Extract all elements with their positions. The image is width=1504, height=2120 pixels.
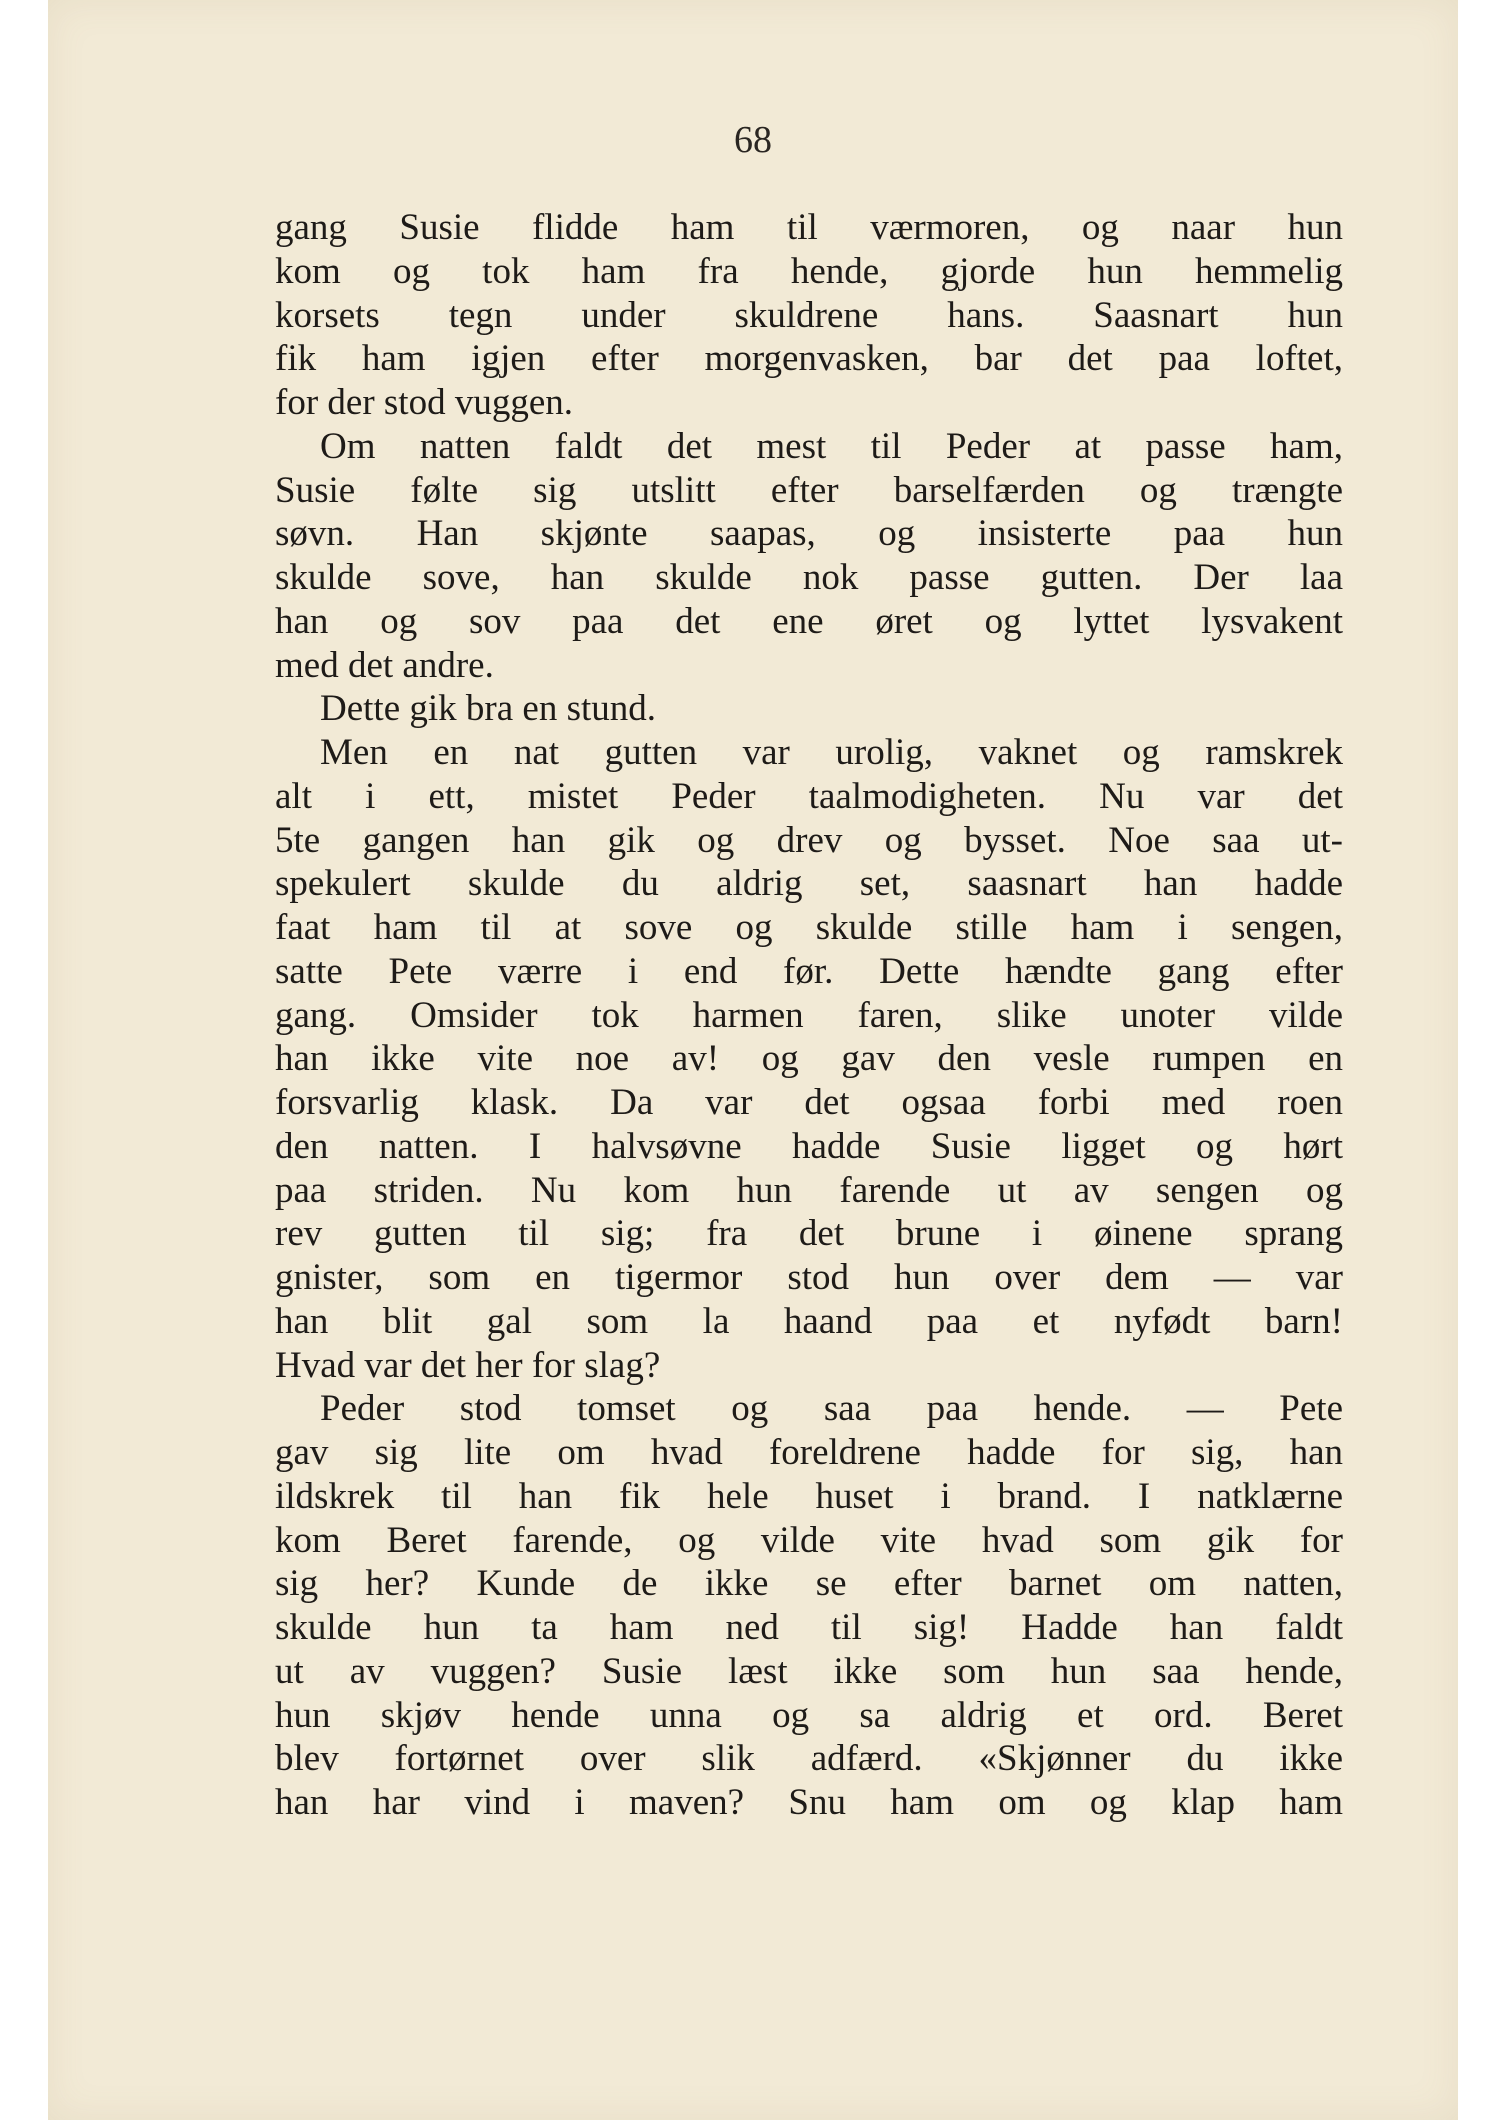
text-line: ut av vuggen? Susie læst ikke som hun saa hende,	[275, 1650, 1343, 1692]
text-line: han blit gal som la haand paa et nyfødt barn!	[275, 1300, 1343, 1342]
text-line: alt i ett, mistet Peder taalmodigheten. Nu var det	[275, 775, 1343, 817]
text-line: korsets tegn under skuldrene hans. Saasnart hun	[275, 294, 1343, 336]
text-line: Men en nat gutten var urolig, vaknet og ramskrek	[320, 732, 1343, 773]
text-line: kom og tok ham fra hende, gjorde hun hemmelig	[275, 250, 1343, 292]
text-line: paa striden. Nu kom hun farende ut av sengen og	[275, 1169, 1343, 1211]
text-line: spekulert skulde du aldrig set, saasnart han hadde	[275, 863, 1343, 905]
body-text	[275, 206, 1343, 1825]
text-line: kom Beret farende, og vilde vite hvad som gik for	[275, 1519, 1343, 1561]
text-line: den natten. I halvsøvne hadde Susie ligget og hørt	[275, 1125, 1343, 1167]
text-line: ildskrek til han fik hele huset i brand. I natklærne	[275, 1475, 1343, 1517]
text-line: Peder stod tomset og saa paa hende. — Pete	[320, 1388, 1343, 1430]
page-number: 68	[734, 119, 772, 161]
text-line: forsvarlig klask. Da var det ogsaa forbi med roen	[275, 1082, 1343, 1123]
text-line: hun skjøv hende unna og sa aldrig et ord. Beret	[275, 1694, 1343, 1736]
text-line: gang. Omsider tok harmen faren, slike unoter vilde	[275, 994, 1343, 1036]
text-line: søvn. Han skjønte saapas, og insisterte paa hun	[275, 513, 1343, 555]
text-line: han og sov paa det ene øret og lyttet lysvakent	[275, 600, 1343, 642]
text-line: han har vind i maven? Snu ham om og klap ham	[275, 1782, 1343, 1823]
text-line: rev gutten til sig; fra det brune i øinene sprang	[275, 1213, 1343, 1255]
text-line: Om natten faldt det mest til Peder at passe ham,	[320, 425, 1343, 467]
text-line: skulde hun ta ham ned til sig! Hadde han faldt	[275, 1607, 1343, 1648]
text-line: med det andre.	[275, 644, 494, 686]
text-line: blev fortørnet over slik adfærd. «Skjønner du ikke	[275, 1738, 1343, 1780]
text-line: Susie følte sig utslitt efter barselfærden og trængte	[275, 469, 1343, 511]
text-line: Dette gik bra en stund.	[320, 688, 656, 730]
text-line: gang Susie flidde ham til værmoren, og naar hun	[275, 207, 1343, 248]
text-line: for der stod vuggen.	[275, 382, 573, 423]
book-page	[48, 0, 1458, 2120]
text-line: han ikke vite noe av! og gav den vesle rumpen en	[275, 1038, 1343, 1080]
text-line: skulde sove, han skulde nok passe gutten. Der laa	[275, 557, 1343, 598]
text-line: 5te gangen han gik og drev og bysset. Noe saa ut-	[275, 819, 1343, 861]
text-line: gav sig lite om hvad foreldrene hadde for sig, han	[275, 1432, 1343, 1473]
text-line: sig her? Kunde de ikke se efter barnet om natten,	[275, 1563, 1343, 1605]
text-line: fik ham igjen efter morgenvasken, bar det paa loftet,	[275, 338, 1343, 380]
text-line: faat ham til at sove og skulde stille ham i sengen,	[275, 907, 1343, 948]
text-line: Hvad var det her for slag?	[275, 1344, 661, 1386]
text-line: satte Pete værre i end før. Dette hændte gang efter	[275, 950, 1343, 992]
text-line: gnister, som en tigermor stod hun over dem — var	[275, 1257, 1343, 1298]
